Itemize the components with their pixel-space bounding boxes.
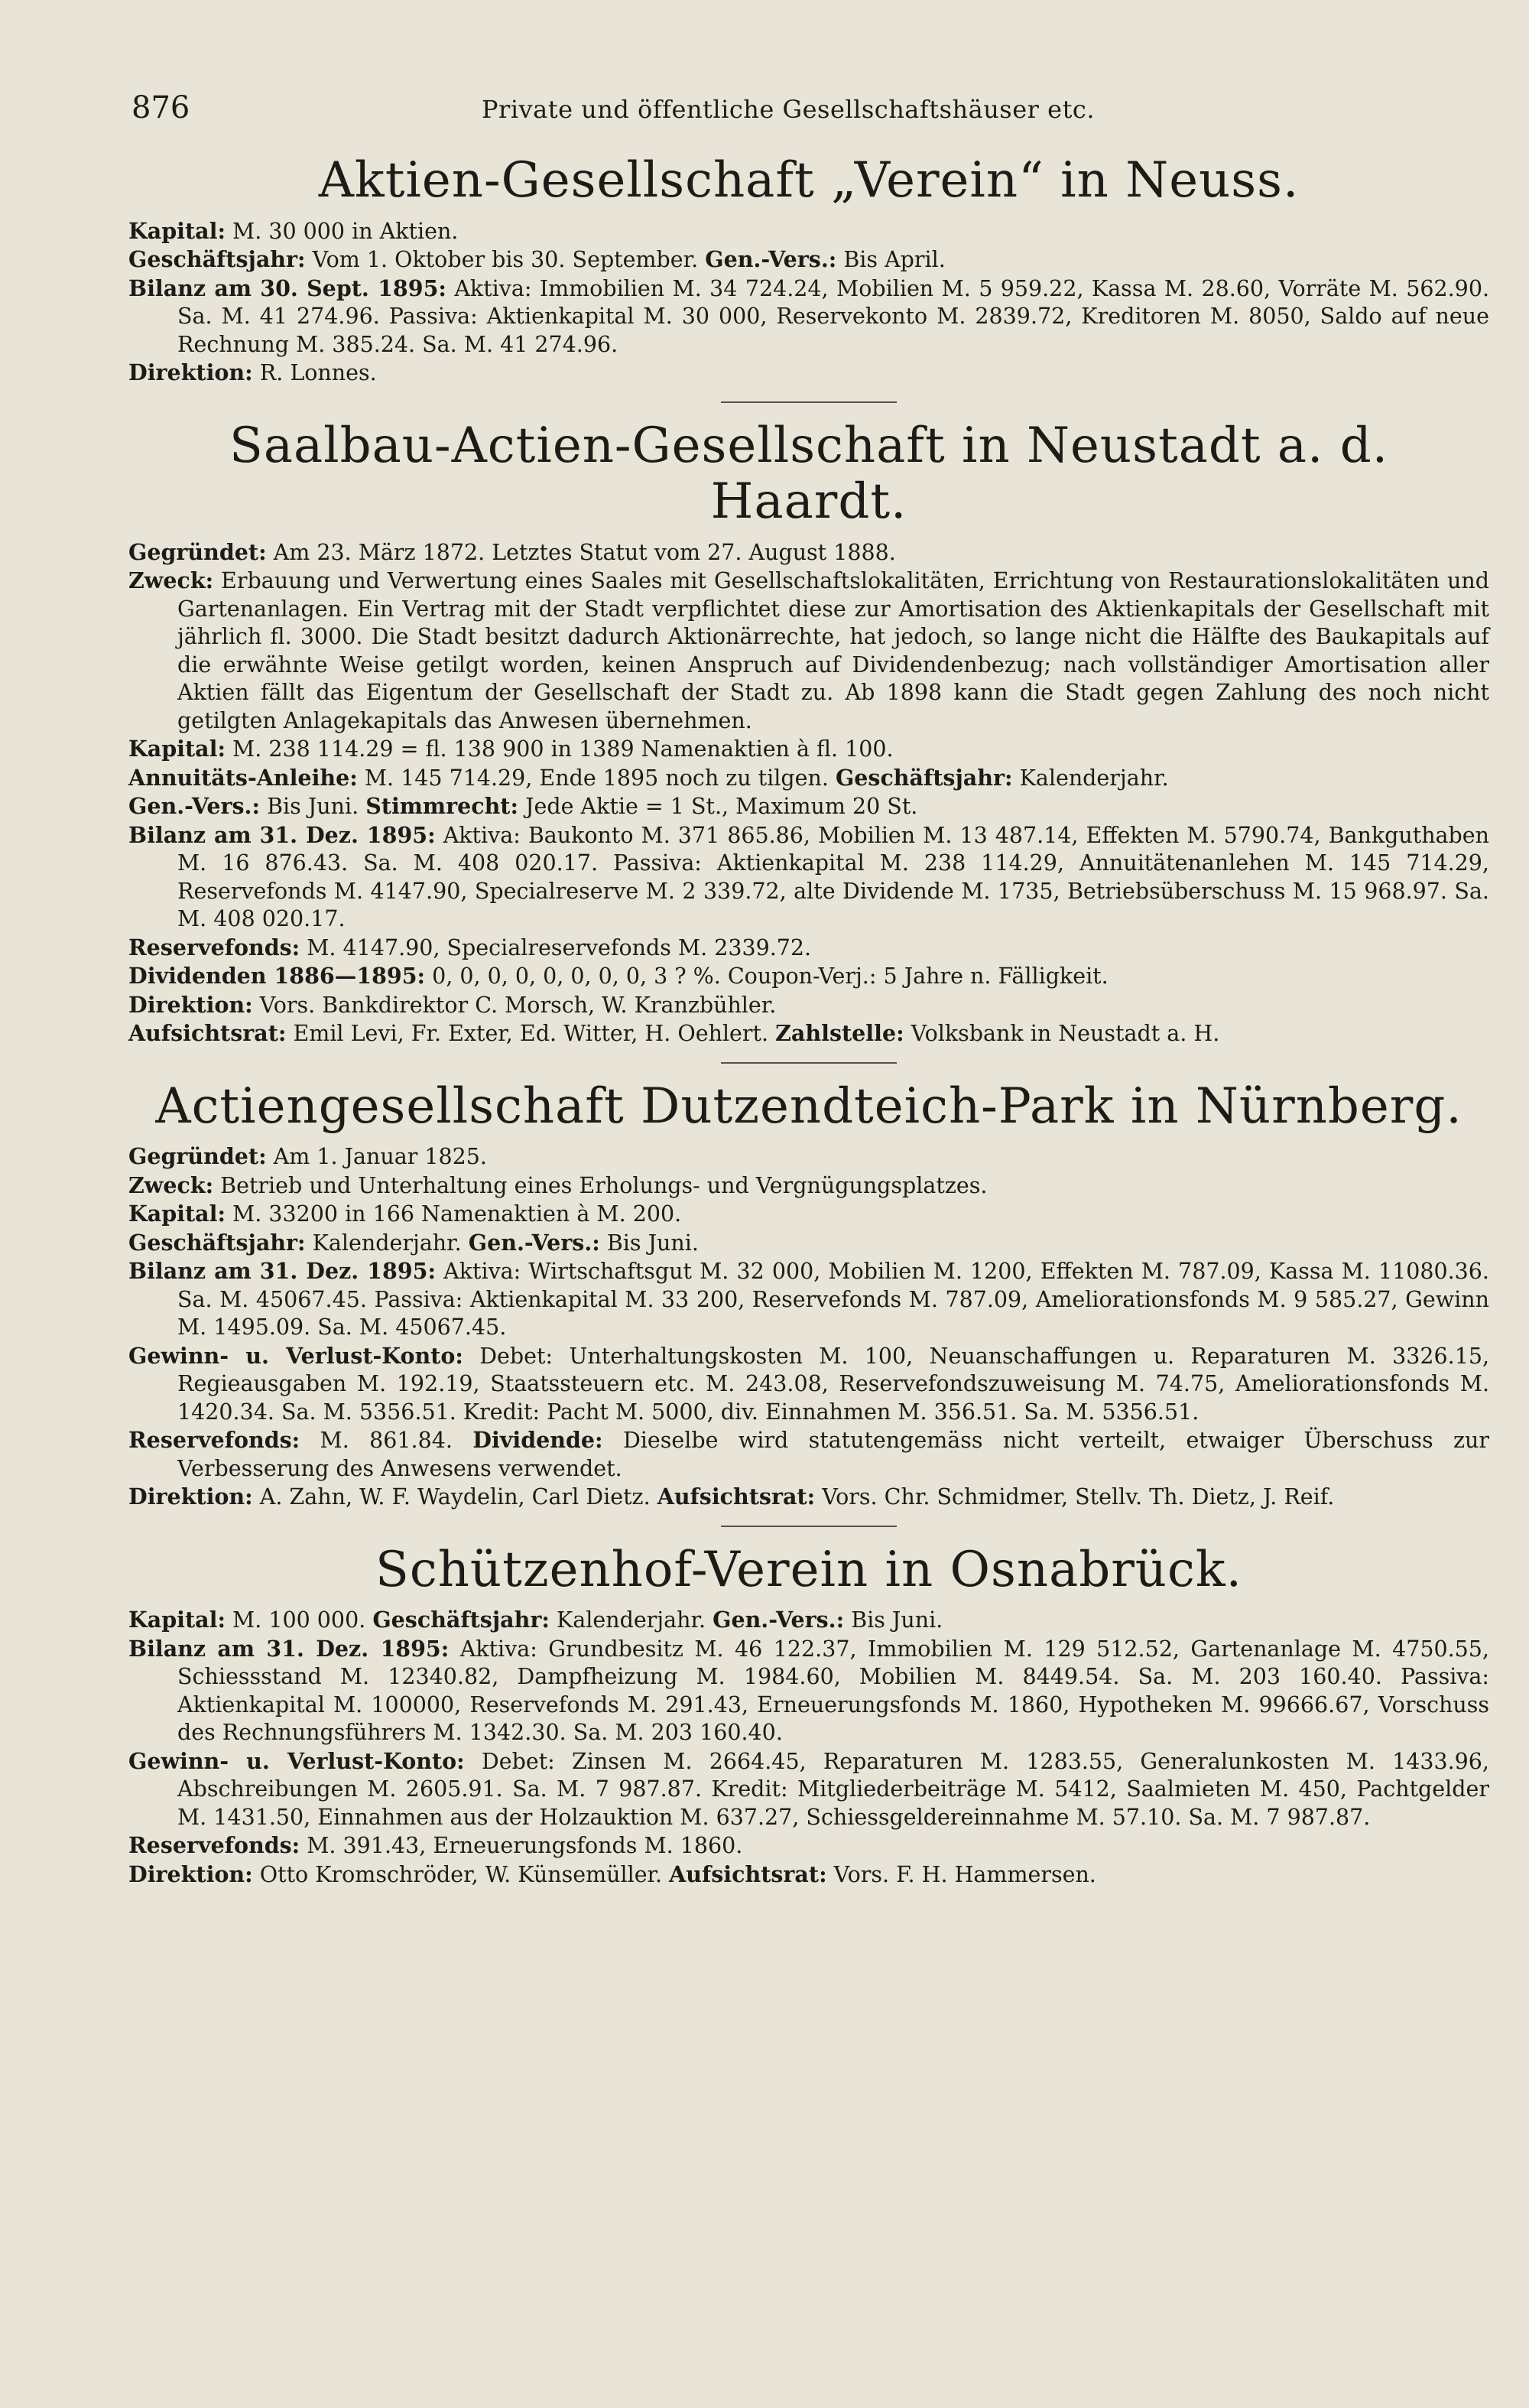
entry-label: Direktion:: [128, 991, 253, 1018]
entry-label: Aufsichtsrat:: [128, 1020, 287, 1047]
entry: [128, 1172, 1489, 1201]
entry-text: Am 1. Januar 1825.: [273, 1144, 487, 1170]
entry-text: M. 4147.90, Specialreservefonds M. 2339.72.: [307, 934, 812, 960]
entry: [128, 217, 1489, 246]
company-section: [128, 1079, 1489, 1512]
entry: [128, 1142, 1489, 1172]
entry: [128, 764, 1489, 793]
entry: [128, 1747, 1489, 1832]
entry: [128, 792, 1489, 821]
company-title: Schützenhof-Verein in Osnabrück.: [375, 1541, 1242, 1598]
entry: [128, 1342, 1489, 1427]
entry-label: Zweck:: [128, 1172, 214, 1198]
section-divider: [721, 401, 897, 403]
entry-text: Bis Juni.: [606, 1230, 699, 1256]
entry-label: Gewinn- u. Verlust-Konto:: [128, 1342, 463, 1369]
company-title: Actiengesellschaft Dutzendteich-Park in Nürnberg.: [155, 1077, 1462, 1135]
entry: [128, 538, 1489, 567]
entry-text: Bis April.: [843, 247, 946, 273]
entry: [128, 1019, 1489, 1048]
company-title: Aktien-Gesellschaft „Verein“ in Neuss.: [318, 152, 1300, 209]
section-divider: [721, 1062, 897, 1064]
entry-text: Kalenderjahr.: [1019, 765, 1169, 791]
entry-text: R. Lonnes.: [259, 360, 377, 386]
entry-label: Direktion:: [128, 1483, 253, 1510]
entry-text: Jede Aktie = 1 St., Maximum 20 St.: [525, 794, 918, 820]
entry-text: Betrieb und Unterhaltung eines Erholungs- und Vergnügungsplatzes.: [220, 1172, 988, 1198]
entry-text: 0, 0, 0, 0, 0, 0, 0, 0, 3 ? %. Coupon-Verj.: 5 Jahre n. Fälligkeit.: [432, 964, 1109, 990]
entry-label: Geschäftsjahr:: [128, 246, 306, 273]
entry: [128, 359, 1489, 388]
entry: [128, 1200, 1489, 1229]
entry-label: Reservefonds:: [128, 934, 300, 960]
entry-text: Debet: Unterhaltungskosten M. 100, Neuanschaffungen u. Reparaturen M. 3326.15, Regieausgaben M. 192.19, Staatssteuern etc. M. 243.08, Reservefondszuweisung M. 74.75, Ameliorationsfonds M. 1420.34. Sa. M. 5356.51. Kredit: Pacht M. 5000, div. Einnahmen M. 356.51. Sa. M. 5356.51.: [177, 1343, 1490, 1425]
entry: [128, 1483, 1489, 1512]
section-divider: [721, 1526, 897, 1527]
entry: [128, 1229, 1489, 1258]
entry: [128, 821, 1489, 934]
entry-text: Aktiva: Immobilien M. 34 724.24, Mobilien M. 5 959.22, Kassa M. 28.60, Vorräte M. 562.90. Sa. M. 41 274.96. Passiva: Aktienkapital M. 30 000, Reservekonto M. 2839.72, Kreditoren M. 8050, Saldo auf neue Rechnung M. 385.24. Sa. M. 41 274.96.: [177, 275, 1490, 357]
entry-label: Dividenden 1886—1895:: [128, 963, 426, 990]
entry-text: Volksbank in Neustadt a. H.: [911, 1021, 1220, 1047]
entry-text: Erbauung und Verwertung eines Saales mit Gesellschaftslokalitäten, Errichtung von Restaurationslokalitäten und Gartenanlagen. Ein Vertrag mit der Stadt verpflichtet diese zur Amortisation des Aktienkapitals der Gesellschaft mit jährlich fl. 3000. Die Stadt besitzt dadurch Aktionärrechte, hat jedoch, so lange nicht die Hälfte des Baukapitals auf die erwähnte Weise getilgt worden, keinen Anspruch auf Dividendenbezug; nach vollständiger Amortisation aller Aktien fällt das Eigentum der Gesellschaft der Stadt zu. Ab 1898 kann die Stadt gegen Zahlung des noch nicht getilgten Anlagekapitals das Anwesen übernehmen.: [177, 568, 1490, 733]
entry-text: M. 33200 in 166 Namenaktien à M. 200.: [232, 1201, 682, 1227]
entry-label: Kapital:: [128, 736, 226, 762]
entry-label: Gen.-Vers.:: [705, 246, 837, 273]
running-head: [131, 90, 1445, 136]
entry-label: Zahlstelle:: [775, 1020, 904, 1047]
entry-text: Aktiva: Baukonto M. 371 865.86, Mobilien M. 13 487.14, Effekten M. 5790.74, Bankguthaben M. 16 876.43. Sa. M. 408 020.17. Passiva: Aktienkapital M. 238 114.29, Annuitätenanlehen M. 145 714.29, Reservefonds M. 4147.90, Specialreserve M. 2 339.72, alte Dividende M. 1735, Betriebsüberschuss M. 15 968.97. Sa. M. 408 020.17.: [177, 822, 1490, 932]
entry-label: Direktion:: [128, 1860, 253, 1887]
entry-text: Bis Juni.: [851, 1607, 943, 1633]
entry-label: Stimmrecht:: [365, 793, 518, 820]
entry-text: Kalenderjahr.: [556, 1607, 706, 1633]
entry-text: Dieselbe wird statutengemäss nicht verteilt, etwaiger Überschuss zur Verbesserung des Anwesens verwendet.: [177, 1428, 1490, 1481]
entry-text: Emil Levi, Fr. Exter, Ed. Witter, H. Oehlert.: [293, 1021, 769, 1047]
entry-label: Kapital:: [128, 1201, 226, 1227]
entry-text: M. 391.43, Erneuerungsfonds M. 1860.: [307, 1833, 743, 1859]
entry-label: Gen.-Vers.:: [713, 1607, 845, 1633]
entry: [128, 245, 1489, 275]
entry: [128, 1426, 1489, 1483]
entry-text: Vors. Chr. Schmidmer, Stellv. Th. Dietz, J. Reif.: [822, 1484, 1335, 1510]
entry-text: Vom 1. Oktober bis 30. September.: [312, 247, 699, 273]
entry-text: Vors. F. H. Hammersen.: [833, 1861, 1096, 1887]
entry-text: A. Zahn, W. F. Waydelin, Carl Dietz.: [259, 1484, 651, 1510]
company-section: [128, 418, 1489, 1048]
entry-text: Bis Juni.: [267, 794, 359, 820]
entry-text: Aktiva: Wirtschaftsgut M. 32 000, Mobilien M. 1200, Effekten M. 787.09, Kassa M. 11080.36. Sa. M. 45067.45. Passiva: Aktienkapital M. 33 200, Reservefonds M. 787.09, Ameliorationsfonds M. 9 585.27, Gewinn M. 1495.09. Sa. M. 45067.45.: [177, 1259, 1489, 1340]
entry-label: Reservefonds:: [128, 1427, 300, 1454]
entry-label: Zweck:: [128, 567, 214, 594]
entry-label: Aufsichtsrat:: [657, 1483, 816, 1510]
entry-label: Annuitäts-Anleihe:: [128, 764, 358, 791]
entry-label: Bilanz am 31. Dez. 1895:: [128, 1258, 437, 1285]
entry: [128, 962, 1489, 991]
entry-text: Am 23. März 1872. Letztes Statut vom 27. August 1888.: [273, 539, 896, 565]
entry-label: Dividende:: [472, 1427, 603, 1454]
entry-text: Kalenderjahr.: [312, 1230, 462, 1256]
entry-text: M. 30 000 in Aktien.: [232, 218, 459, 244]
entry-label: Bilanz am 31. Dez. 1895:: [128, 1635, 450, 1662]
entry-text: Otto Kromschröder, W. Künsemüller.: [259, 1861, 663, 1887]
running-title: Private und öffentliche Gesellschaftshäuser etc.: [481, 95, 1096, 124]
entry-label: Gen.-Vers.:: [468, 1229, 600, 1256]
entry-label: Gewinn- u. Verlust-Konto:: [128, 1747, 465, 1774]
entry-text: M. 145 714.29, Ende 1895 noch zu tilgen.: [364, 765, 829, 791]
entry-label: Geschäftsjahr:: [835, 764, 1013, 791]
entry-text: Debet: Zinsen M. 2664.45, Reparaturen M. 1283.55, Generalunkosten M. 1433.96, Abschreibungen M. 2605.91. Sa. M. 7 987.87. Kredit: Mitgliederbeiträge M. 5412, Saalmieten M. 450, Pachtgelder M. 1431.50, Einnahmen aus der Holzauktion M. 637.27, Schiessgeldereinnahme M. 57.10. Sa. M. 7 987.87.: [177, 1748, 1489, 1830]
entry-label: Kapital:: [128, 217, 226, 244]
entry-label: Bilanz am 30. Sept. 1895:: [128, 275, 446, 301]
entry-label: Aufsichtsrat:: [669, 1860, 827, 1887]
page-number: 876: [131, 90, 190, 125]
entry-label: Gegründet:: [128, 1143, 267, 1170]
entry-label: Gen.-Vers.:: [128, 793, 261, 820]
entry: [128, 1831, 1489, 1860]
entry-label: Bilanz am 31. Dez. 1895:: [128, 821, 436, 848]
entry-text: Aktiva: Grundbesitz M. 46 122.37, Immobilien M. 129 512.52, Gartenanlage M. 4750.55, Schiessstand M. 12340.82, Dampfheizung M. 1984.60, Mobilien M. 8449.54. Sa. M. 203 160.40. Passiva: Aktienkapital M. 100000, Reservefonds M. 291.43, Erneuerungsfonds M. 1860, Hypotheken M. 99666.67, Vorschuss des Rechnungsführers M. 1342.30. Sa. M. 203 160.40.: [177, 1636, 1489, 1746]
entry: [128, 1257, 1489, 1342]
entry-label: Geschäftsjahr:: [128, 1229, 306, 1256]
entry: [128, 934, 1489, 963]
entry: [128, 735, 1489, 764]
entry: [128, 275, 1489, 359]
entry-label: Gegründet:: [128, 538, 267, 565]
entry-text: M. 100 000.: [232, 1607, 366, 1633]
entry-label: Direktion:: [128, 359, 253, 386]
company-title: Saalbau-Actien-Gesellschaft in Neustadt a. d. Haardt.: [229, 417, 1389, 531]
entry-label: Geschäftsjahr:: [372, 1607, 550, 1633]
page-content: [128, 153, 1489, 1889]
entry: [128, 567, 1489, 735]
company-section: [128, 1542, 1489, 1890]
entry-text: M. 861.84.: [320, 1428, 453, 1454]
entry: [128, 1860, 1489, 1890]
entry: [128, 1606, 1489, 1635]
entry-label: Reservefonds:: [128, 1832, 300, 1859]
company-section: [128, 153, 1489, 388]
entry: [128, 1635, 1489, 1747]
entry: [128, 991, 1489, 1020]
entry-text: M. 238 114.29 = fl. 138 900 in 1389 Namenaktien à fl. 100.: [232, 736, 894, 762]
entry-text: Vors. Bankdirektor C. Morsch, W. Kranzbühler.: [259, 992, 777, 1018]
entry-label: Kapital:: [128, 1607, 226, 1633]
